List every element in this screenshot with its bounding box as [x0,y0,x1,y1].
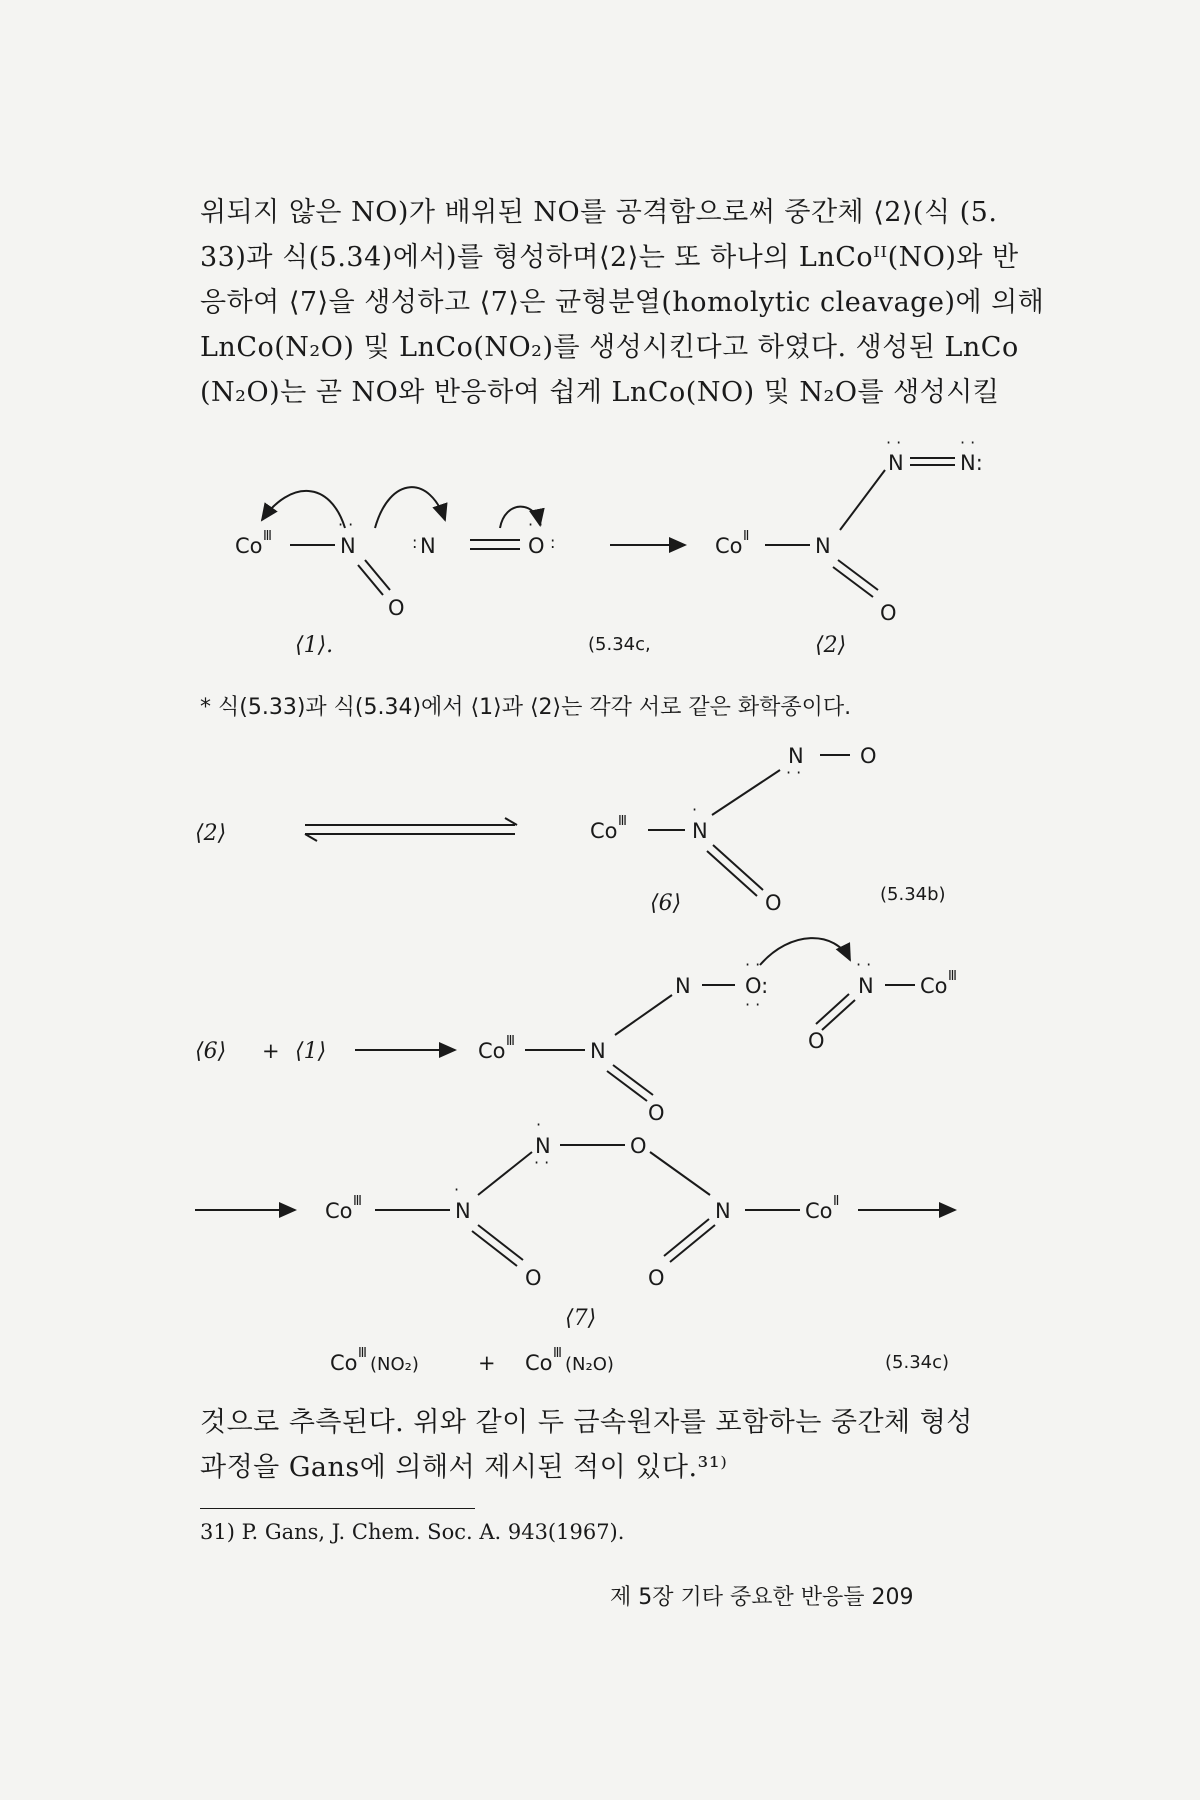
o-label: O [808,1029,825,1053]
products [330,1346,949,1375]
lone-pair: · · [534,1153,550,1172]
lone-pair: : [412,533,418,552]
lone-pair: · · [745,995,761,1014]
equation-number: (5.34c) [885,1352,950,1373]
co-label: Co [235,534,263,558]
scheme-3 [355,938,915,1101]
text-line: 과정을 Gans에 의해서 제시된 적이 있다.³¹⁾ [200,1452,728,1483]
text-line: 것으로 추측된다. 위와 같이 두 금속원자를 포함하는 중간체 형성 [200,1407,973,1438]
lone-pair: · · [886,433,902,452]
lone-pair: · · [960,433,976,452]
o-label: O: [745,974,769,998]
footnote-citation: 31) P. Gans, J. Chem. Soc. A. 943(1967). [200,1520,625,1544]
bond [615,995,672,1035]
n-label: N [590,1039,606,1063]
oxidation-state: Ⅱ [833,1194,840,1209]
o-label: O [648,1266,665,1290]
oxidation-state: Ⅲ [353,1194,362,1209]
n-label: N: [960,451,983,475]
scheme-4-labels [325,1115,839,1331]
co-label: Co [478,1039,506,1063]
compound-label: ⟨2⟩ [195,821,227,846]
equilibrium-arrow [505,818,517,825]
co-label: Co [805,1199,833,1223]
text-line: (N₂O)는 곧 NO와 반응하여 쉽게 LnCo(NO) 및 N₂O를 생성시킬 [200,377,1000,408]
n-label: N [815,534,831,558]
n-label: N [788,744,804,768]
n-label: N [692,819,708,843]
lone-pair: · · [856,955,872,974]
scheme-4 [195,1145,955,1266]
compound-label: ⟨2⟩ [815,633,847,658]
o-label: O [648,1101,665,1125]
n-label: N [340,534,356,558]
n-label: N [420,534,436,558]
n-label: N [858,974,874,998]
lone-pair: · · [528,515,544,534]
compound-label: ⟨7⟩ [565,1306,597,1331]
oxidation-state: Ⅲ [618,814,627,829]
text-line: 위되지 않은 NO)가 배위된 NO를 공격함으로써 중간체 ⟨2⟩(식 (5. [200,197,998,228]
co-label: Co [590,819,618,843]
curved-arrow [375,487,445,528]
footnote-note: * 식(5.33)과 식(5.34)에서 ⟨1⟩과 ⟨2⟩는 각각 서로 같은 화학종이다. [200,695,852,720]
bond [664,1219,709,1256]
o-label: O [880,601,897,625]
scheme-2 [305,755,850,896]
co-label: Co [325,1199,353,1223]
bond [650,1152,710,1195]
compound-label: ⟨1⟩ [295,1039,327,1064]
compound-label: ⟨6⟩ [195,1039,227,1064]
curved-arrow [262,491,345,528]
o-label: O [388,596,405,620]
lone-pair: · [536,1115,542,1134]
n-label: N [715,1199,731,1223]
plus-sign: + [262,1039,280,1063]
o-label: O [630,1134,647,1158]
paragraph-bottom [200,1400,1020,1490]
co-label: Co [525,1351,553,1375]
scheme-2-labels [195,744,946,916]
plus-sign: + [478,1351,496,1375]
bond [478,1225,523,1260]
o-label: O [860,744,877,768]
equilibrium-arrow [305,834,317,841]
n-label: N [675,974,691,998]
co-label: Co [330,1351,358,1375]
bond [713,845,763,890]
co-label: Co [920,974,948,998]
oxidation-state: Ⅲ [553,1346,562,1361]
scheme-3-labels [195,955,957,1125]
oxidation-state: Ⅲ [263,529,272,544]
equation-number: (5.34b) [880,884,946,905]
bond [472,1231,517,1266]
equation-number: (5.34c, [588,634,651,655]
lone-pair: · · [338,515,354,534]
scheme-1 [262,458,955,597]
scheme-1-labels [235,433,983,658]
lone-pair: · · [745,955,761,974]
text-line: LnCo(N₂O) 및 LnCo(NO₂)를 생성시킨다고 하였다. 생성된 LnCo [200,332,1019,363]
product-fragment: (NO₂) [370,1354,419,1375]
bond [478,1152,532,1195]
text-line: 응하여 ⟨7⟩을 생성하고 ⟨7⟩은 균형분열(homolytic cleavage)에 의해 [200,287,1045,318]
text-line: 33)과 식(5.34)에서)를 형성하며⟨2⟩는 또 하나의 LnCoᴵᴵ(NO)와 반 [200,242,1019,273]
o-label: O [525,1266,542,1290]
compound-label: ⟨6⟩ [650,891,682,916]
co-label: Co [715,534,743,558]
compound-label: ⟨1⟩. [295,633,334,658]
oxidation-state: Ⅲ [948,969,957,984]
bond [365,560,390,590]
n-label: N [535,1134,551,1158]
product-fragment: (N₂O) [565,1354,614,1375]
n-label: N [888,451,904,475]
bond [670,1225,715,1262]
o-label: O [765,891,782,915]
page-footer: 제 5장 기타 중요한 반응들 209 [610,1585,914,1610]
oxidation-state: Ⅱ [743,529,750,544]
oxidation-state: Ⅲ [358,1346,367,1361]
bond [712,770,780,815]
lone-pair: · [454,1180,460,1199]
lone-pair: · [692,800,698,819]
bond [707,851,757,896]
bond [840,470,885,530]
footnote-rule [200,1508,475,1509]
lone-pair: : [550,533,556,552]
curved-arrow [760,938,850,965]
n-label: N [455,1199,471,1223]
oxidation-state: Ⅲ [506,1034,515,1049]
lone-pair: · · [786,763,802,782]
o-label: O [528,534,545,558]
bond [358,565,383,595]
